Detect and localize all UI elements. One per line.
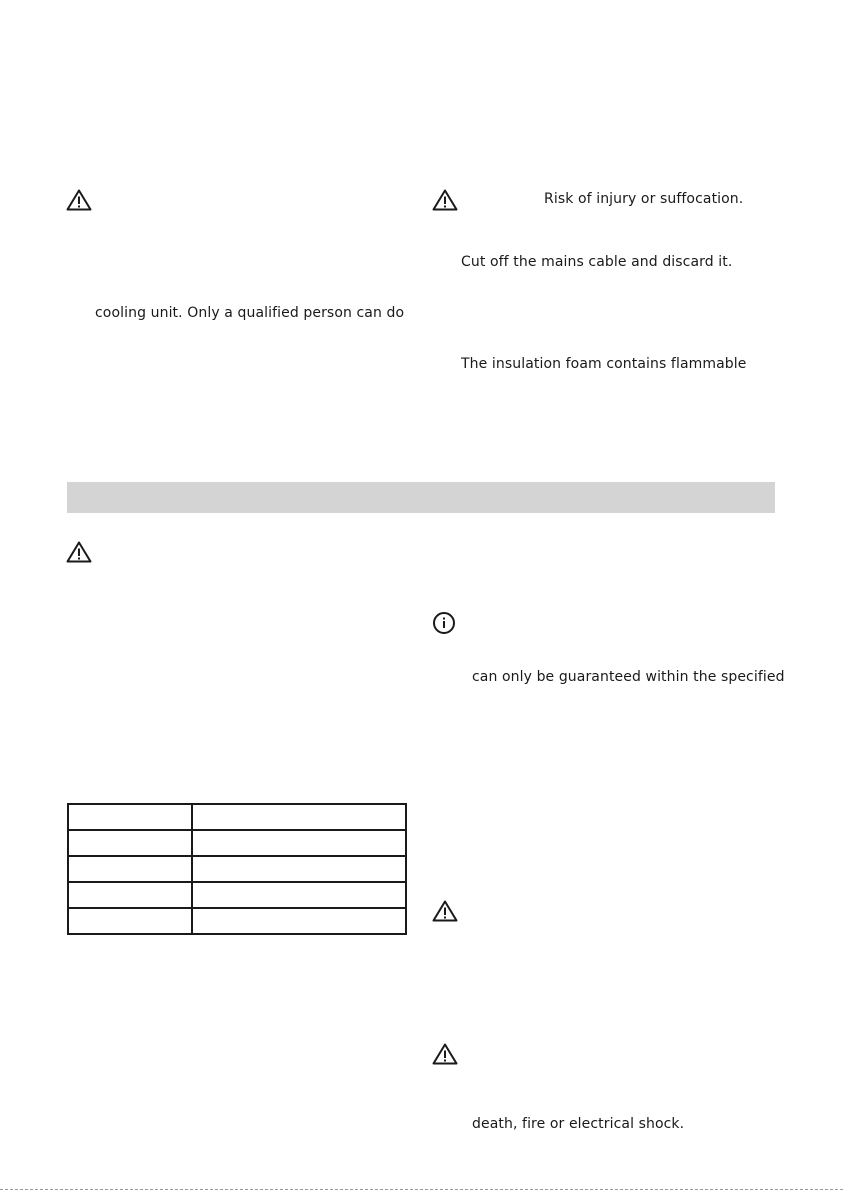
warning-icon <box>432 900 458 922</box>
section-heading-bar <box>67 482 775 513</box>
table-row <box>68 908 406 934</box>
table-cell <box>192 804 406 830</box>
warning-4-text: death, fire or electrical shock. <box>472 1116 685 1132</box>
table-cell <box>68 856 192 882</box>
table-cell <box>68 830 192 856</box>
table-row <box>68 882 406 908</box>
table-row <box>68 856 406 882</box>
warning-icon <box>66 189 92 211</box>
table-cell <box>68 908 192 934</box>
table-row <box>68 804 406 830</box>
table-row <box>68 830 406 856</box>
warning-icon <box>66 541 92 563</box>
injury-warning-heading: Risk of injury or suffocation. <box>544 191 744 207</box>
injury-warning-line-2: The insulation foam contains flammable <box>461 356 747 372</box>
spec-table <box>67 803 407 935</box>
table-cell <box>192 908 406 934</box>
table-cell <box>192 856 406 882</box>
table-cell <box>68 882 192 908</box>
table-cell <box>192 830 406 856</box>
warning-icon <box>432 1043 458 1065</box>
table-cell <box>68 804 192 830</box>
table-cell <box>192 882 406 908</box>
warning-icon <box>432 189 458 211</box>
page-edge-divider <box>0 1189 843 1190</box>
info-note-text: can only be guaranteed within the specified <box>472 669 785 685</box>
disposal-warning-text: cooling unit. Only a qualified person can do <box>95 305 405 321</box>
injury-warning-line-1: Cut off the mains cable and discard it. <box>461 254 733 270</box>
info-icon <box>432 611 456 635</box>
